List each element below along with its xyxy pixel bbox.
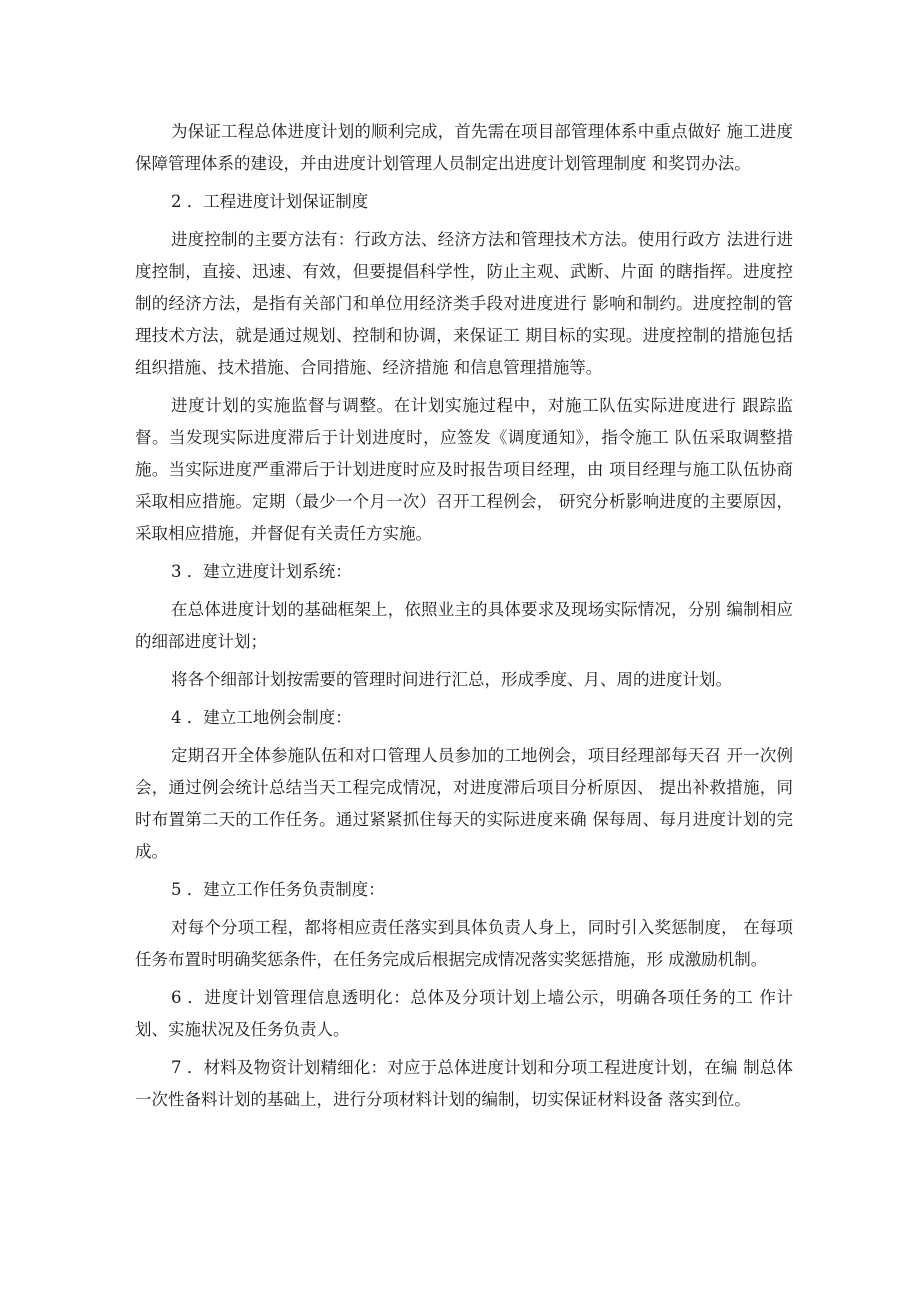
- paragraph-task-responsibility: 对每个分项工程，都将相应责任落实到具体负责人身上，同时引入奖惩制度， 在每项任务布置时明确奖惩条件，在任务完成后根据完成情况落实奖惩措施，形 成激励机制。: [135, 918, 793, 969]
- paragraph-summary-plans: 将各个细部计划按需要的管理时间进行汇总，形成季度、月、周的进度计划。: [171, 670, 732, 689]
- paragraph-intro: 为保证工程总体进度计划的顺利完成，首先需在项目部管理体系中重点做好 施工进度保障管理体系的建设，并由进度计划管理人员制定出进度计划管理制度 和奖罚办法。: [135, 122, 793, 173]
- heading-plan-system: 3 ．建立进度计划系统：: [171, 562, 352, 581]
- document-body: [135, 116, 793, 1122]
- paragraph-supervision: 进度计划的实施监督与调整。在计划实施过程中，对施工队伍实际进度进行 跟踪监督。当发现实际进度滞后于计划进度时，应签发《调度通知》，指令施工 队伍采取调整措施。当实际进度严重滞后于计划进度时应及时报告项目经理，由 项目经理与施工队伍协商采取相应措施。定期（最少一个月一次）召开工程例会， 研究分析影响进度的主要原因，采取相应措施，并督促有关责任方实施。: [135, 396, 793, 543]
- heading-schedule-guarantee: 2 ．工程进度计划保证制度: [171, 192, 369, 211]
- heading-site-meeting: 4 ．建立工地例会制度：: [171, 708, 352, 727]
- paragraph-detail-plans: 在总体进度计划的基础框架上，依照业主的具体要求及现场实际情况，分别 编制相应的细部进度计划；: [135, 600, 793, 651]
- paragraph-site-meeting: 定期召开全体参施队伍和对口管理人员参加的工地例会，项目经理部每天召 开一次例会，通过例会统计总结当天工程完成情况，对进度滞后项目分析原因、 提出补救措施，同时布置第二天的工作任务。通过紧紧抓住每天的实际进度来确 保每周、每月进度计划的完成。: [135, 746, 793, 861]
- heading-task-responsibility: 5 ．建立工作任务负责制度：: [171, 880, 385, 899]
- paragraph-control-methods: 进度控制的主要方法有：行政方法、经济方法和管理技术方法。使用行政方 法进行进度控制，直接、迅速、有效，但要提倡科学性，防止主观、武断、片面 的瞎指挥。进度控制的经济方法，是指有关部门和单位用经济类手段对进度进行 影响和制约。进度控制的管理技术方法，就是通过规划、控制和协调，来保证工 期目标的实现。进度控制的措施包括组织措施、技术措施、合同措施、经济措施 和信息管理措施等。: [135, 230, 793, 377]
- paragraph-material-plan: 7 ．材料及物资计划精细化：对应于总体进度计划和分项工程进度计划，在编 制总体一次性备料计划的基础上，进行分项材料计划的编制，切实保证材料设备 落实到位。: [135, 1058, 793, 1109]
- paragraph-info-transparency: 6 ．进度计划管理信息透明化：总体及分项计划上墙公示，明确各项任务的工 作计划、实施状况及任务负责人。: [135, 988, 793, 1039]
